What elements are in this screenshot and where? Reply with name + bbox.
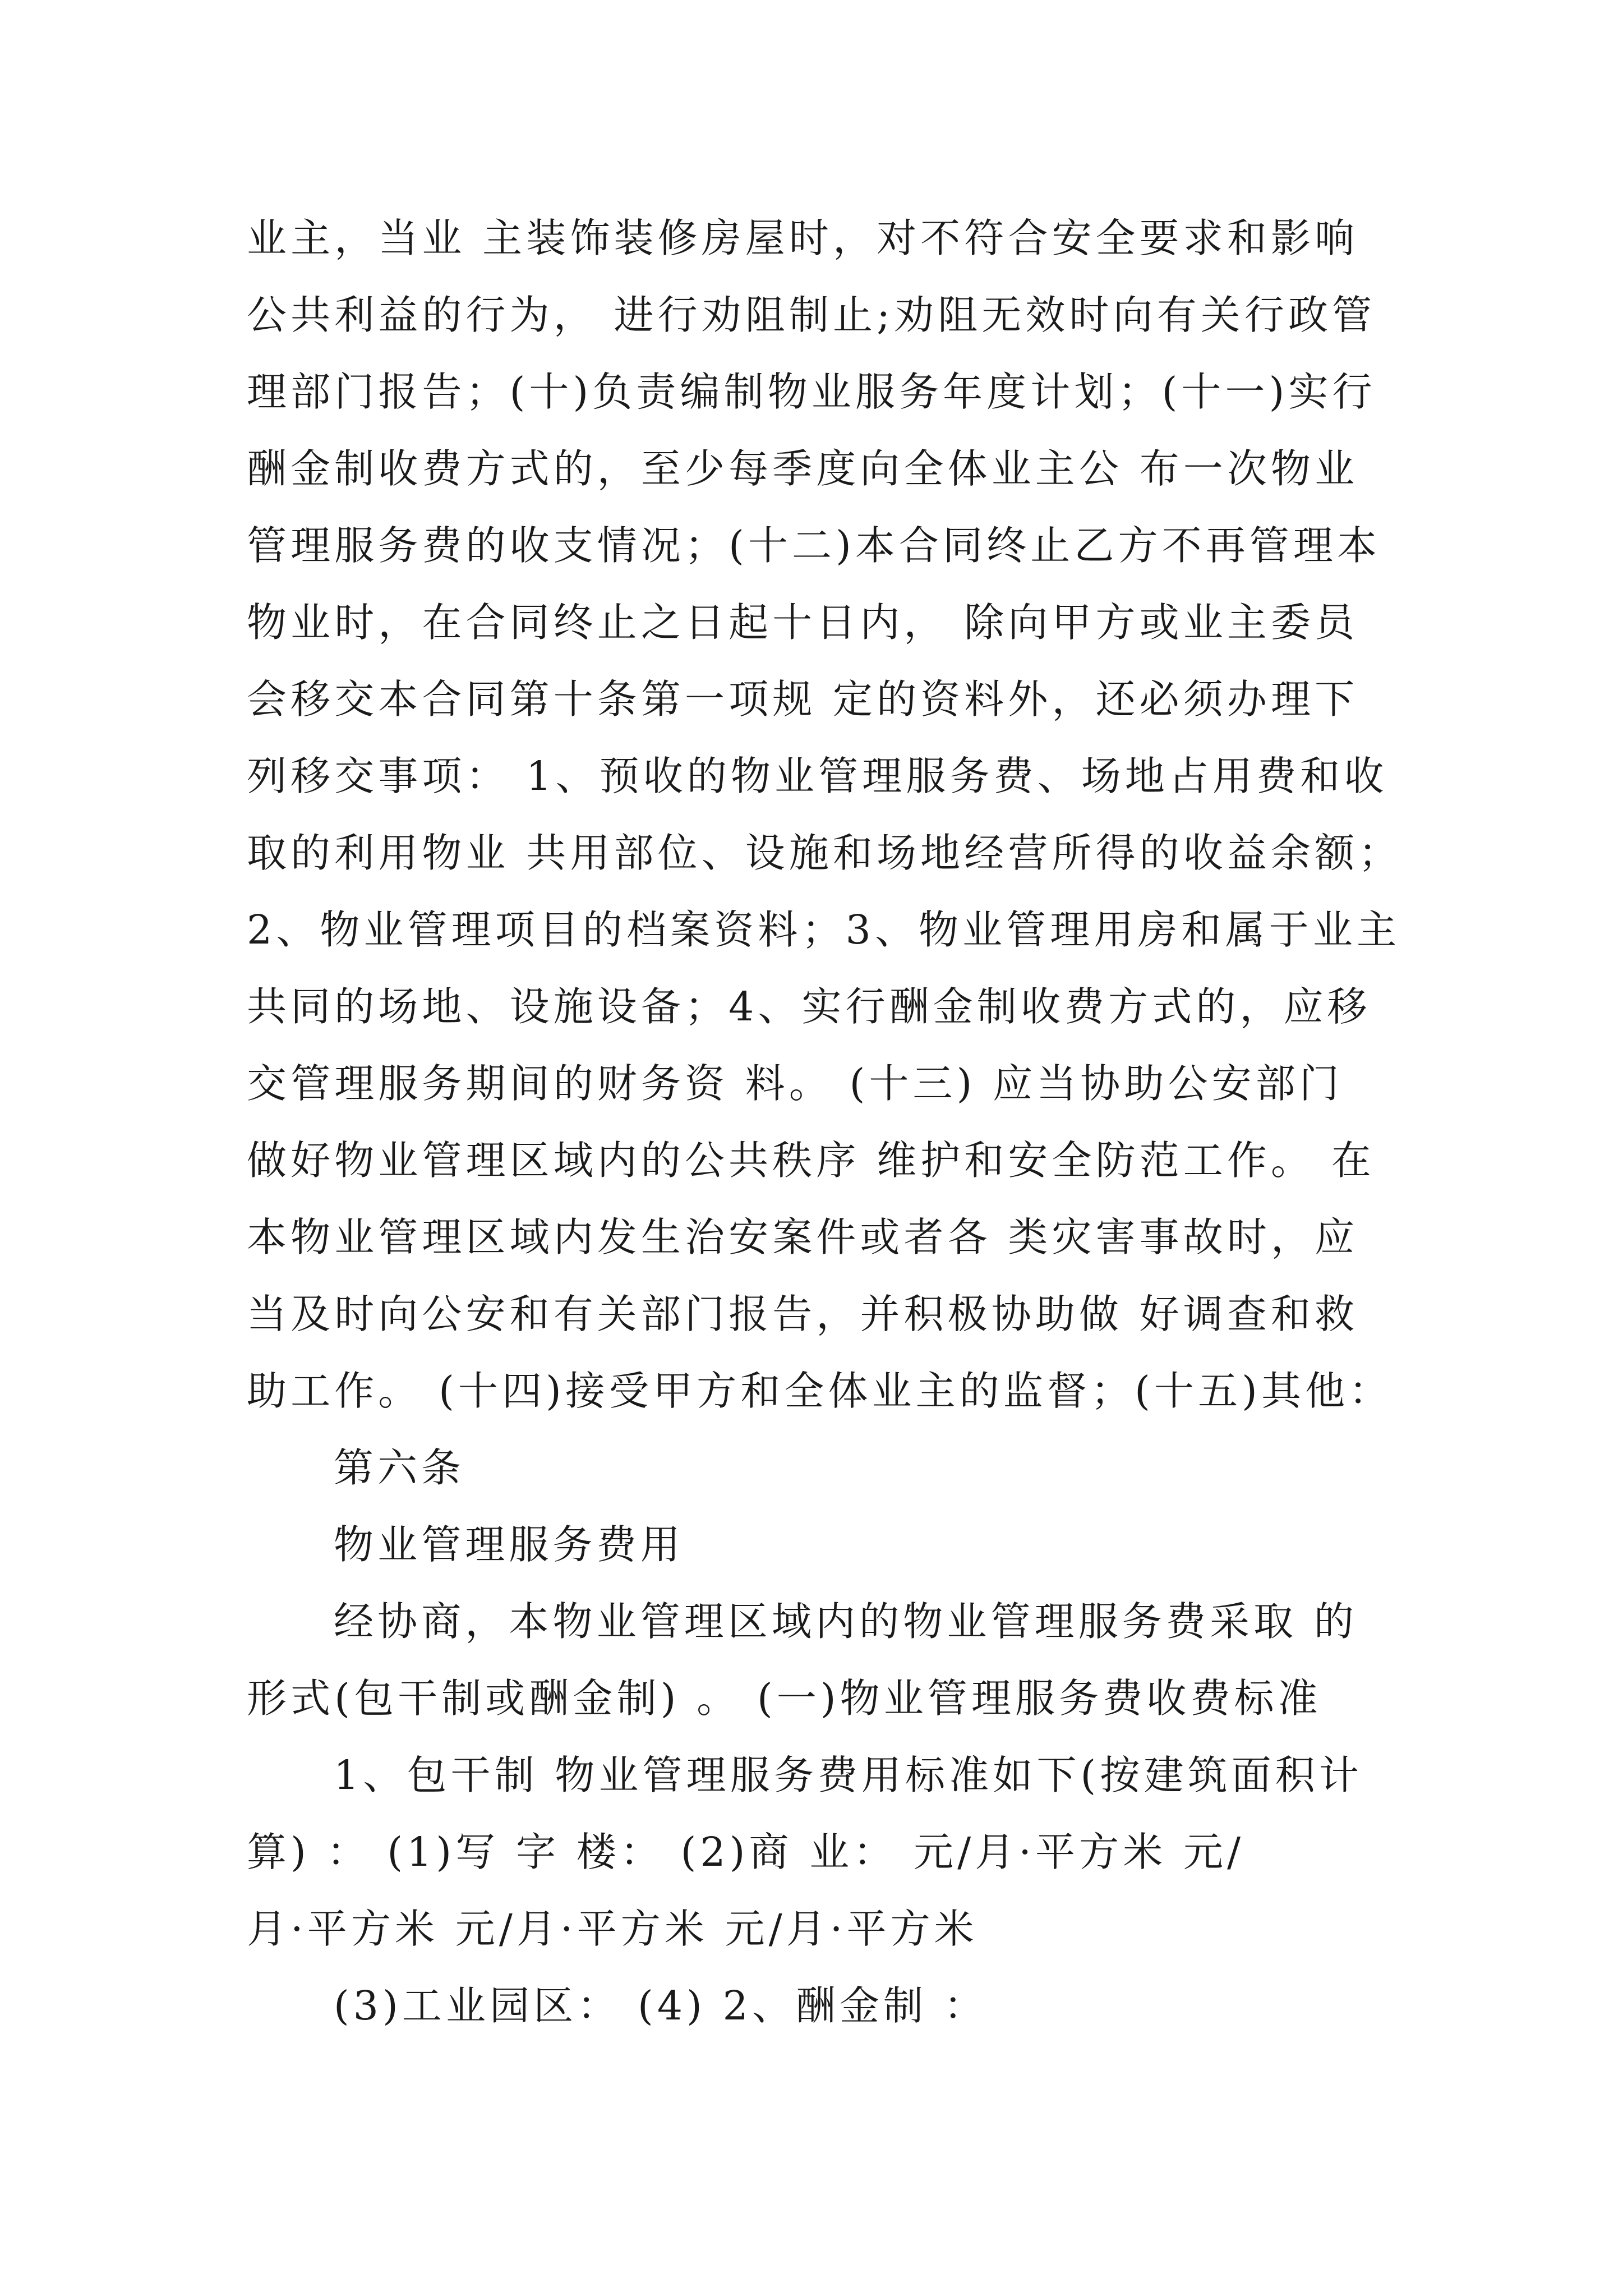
text-line: 交管理服务期间的财务资 料。 (十三) 应当协助公安部门 [247,1060,1343,1107]
paragraph-start: 经协商，本物业管理区域内的物业管理服务费采取 的 [334,1598,1358,1645]
text-line: 业主，当业 主装饰装修房屋时，对不符合安全要求和影响 [247,215,1359,261]
text-line: 取的利用物业 共用部位、设施和场地经营所得的收益余额； [247,830,1403,876]
text-line: 算) ： (1)写 字 楼： (2)商 业： 元/月·平方米 元/ [247,1829,1245,1875]
paragraph-start: 1、包干制 物业管理服务费用标准如下(按建筑面积计 [334,1752,1363,1798]
text-line: 当及时向公安和有关部门报告，并积极协助做 好调查和救 [247,1291,1359,1337]
text-line: 本物业管理区域内发生治安案件或者各 类灾害事故时，应 [247,1214,1359,1260]
section-title: 物业管理服务费用 [334,1521,684,1568]
text-line: 助工作。 (十四)接受甲方和全体业主的监督；(十五)其他： [247,1368,1393,1414]
article-heading: 第六条 [334,1444,465,1491]
text-line: 公共利益的行为， 进行劝阻制止;劝阻无效时向有关行政管 [247,292,1376,338]
text-line: 会移交本合同第十条第一项规 定的资料外，还必须办理下 [247,676,1359,723]
text-line: 月·平方米 元/月·平方米 元/月·平方米 [247,1906,978,1952]
text-line: 2、物业管理项目的档案资料；3、物业管理用房和属于业主 [247,907,1401,953]
paragraph-start: (3)工业园区： (4) 2、酬金制 ： [334,1982,988,2029]
text-line: 物业时，在合同终止之日起十日内， 除向甲方或业主委员 [247,599,1359,646]
text-line: 形式(包干制或酬金制) 。 (一)物业管理服务费收费标准 [247,1675,1322,1722]
text-line: 做好物业管理区域内的公共秩序 维护和安全防范工作。 在 [247,1137,1375,1184]
text-line: 理部门报告；(十)负责编制物业服务年度计划；(十一)实行 [247,369,1376,415]
text-line: 酬金制收费方式的，至少每季度向全体业主公 布一次物业 [247,445,1359,492]
text-line: 共同的场地、设施设备；4、实行酬金制收费方式的，应移 [247,983,1371,1030]
text-line: 管理服务费的收支情况；(十二)本合同终止乙方不再管理本 [247,522,1381,569]
text-line: 列移交事项： 1、预收的物业管理服务费、场地占用费和收 [247,753,1388,799]
